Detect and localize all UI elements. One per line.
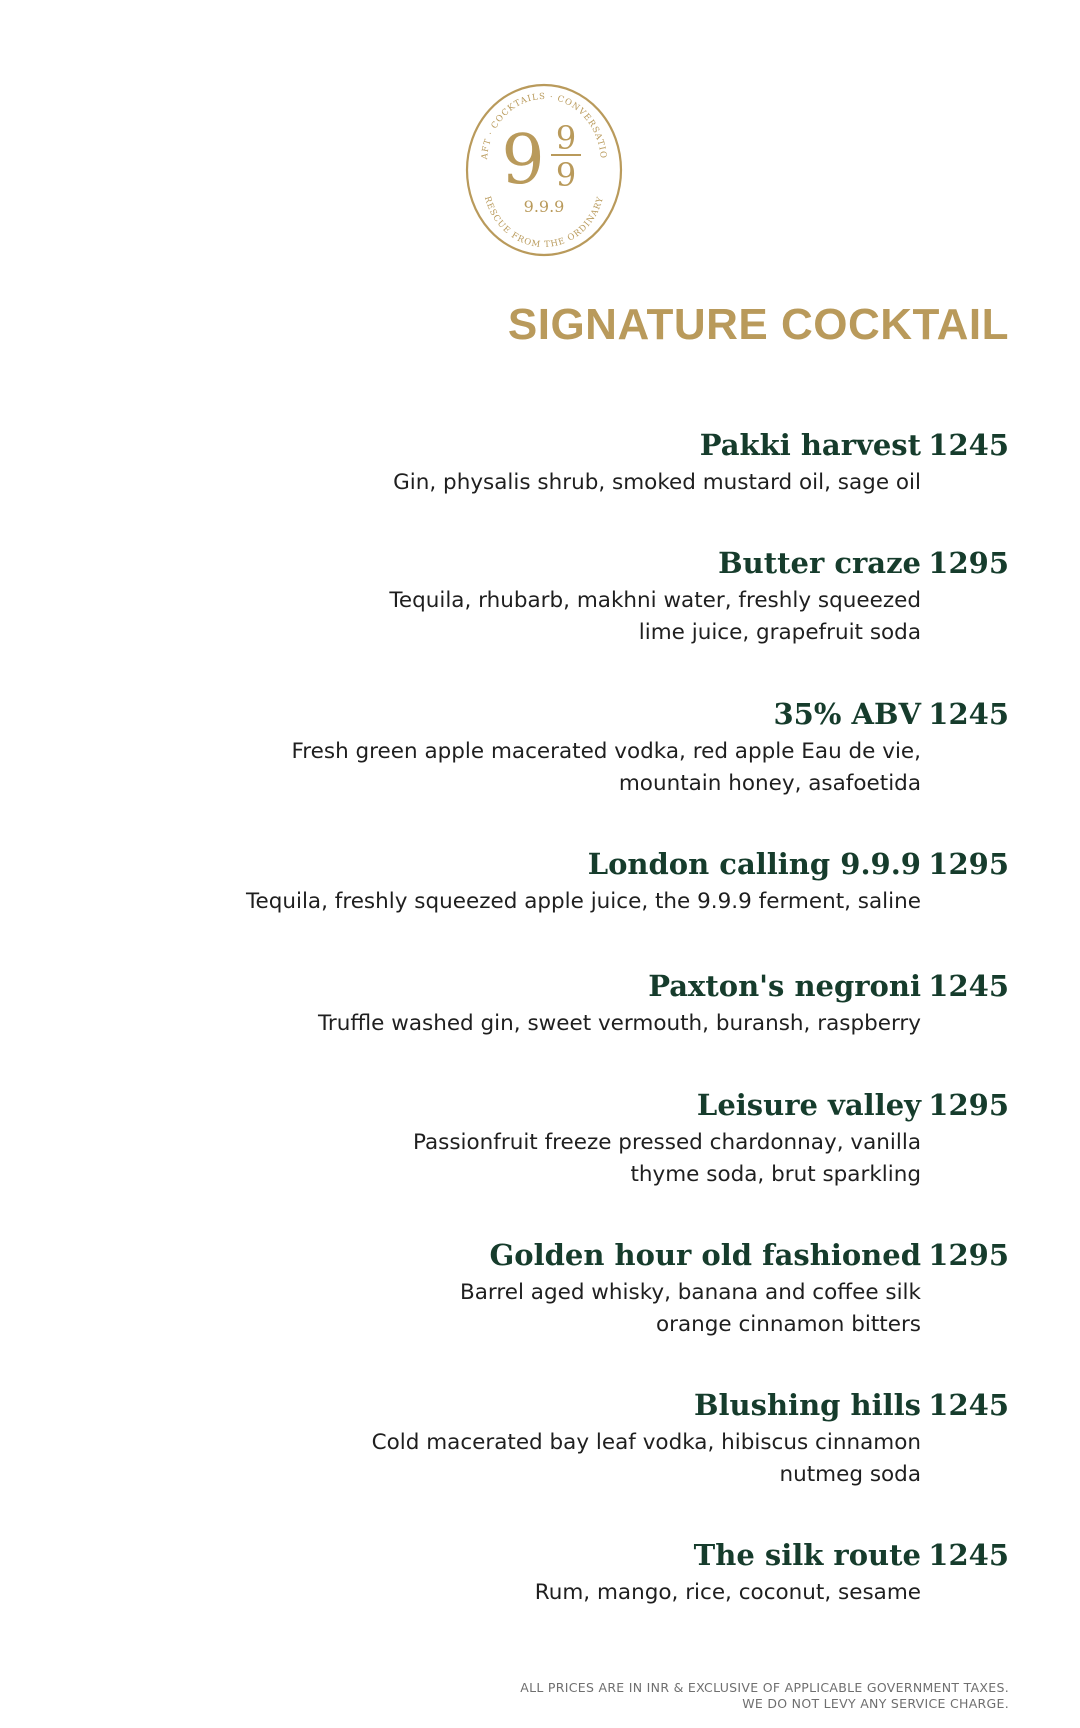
cocktail-description xyxy=(200,467,921,499)
description-line: orange cinnamon bitters xyxy=(655,1312,921,1337)
cocktail-name: Blushing hills xyxy=(694,1388,921,1422)
footer-note xyxy=(520,1680,1009,1712)
cocktail-price: 1245 xyxy=(928,1538,1009,1572)
menu-item xyxy=(200,694,1009,800)
description-line: Rum, mango, rice, coconut, sesame xyxy=(534,1580,921,1605)
menu-item-header xyxy=(200,844,1009,884)
cocktail-description xyxy=(200,1008,921,1040)
menu-item-header xyxy=(200,1235,1009,1275)
description-line: thyme soda, brut sparkling xyxy=(630,1162,921,1187)
logo-numeral-top: 9 xyxy=(555,119,577,157)
section-title: SIGNATURE COCKTAIL xyxy=(507,300,1009,349)
cocktail-price: 1245 xyxy=(928,697,1009,731)
cocktail-description xyxy=(200,736,921,800)
cocktail-price: 1245 xyxy=(928,428,1009,462)
brand-logo xyxy=(465,83,623,258)
cocktail-description xyxy=(200,585,921,649)
cocktail-name: Golden hour old fashioned xyxy=(489,1238,921,1272)
menu-item-header xyxy=(200,543,1009,583)
cocktail-price: 1245 xyxy=(928,969,1009,1003)
description-line: Barrel aged whisky, banana and coffee silk xyxy=(459,1280,921,1305)
cocktail-description xyxy=(200,886,921,918)
menu-item-header xyxy=(200,425,1009,465)
cocktail-description xyxy=(200,1577,921,1609)
menu-item xyxy=(200,1535,1009,1609)
cocktail-description xyxy=(200,1427,921,1491)
cocktail-price: 1295 xyxy=(928,847,1009,881)
description-line: lime juice, grapefruit soda xyxy=(638,620,921,645)
cocktail-price: 1245 xyxy=(928,1388,1009,1422)
menu-item xyxy=(200,543,1009,649)
description-line: Cold macerated bay leaf vodka, hibiscus cinnamon xyxy=(371,1430,921,1455)
cocktail-name: Leisure valley xyxy=(696,1088,921,1122)
menu-item xyxy=(200,1235,1009,1341)
logo-arc-top: AFT · COCKTAILS · CONVERSATIO xyxy=(480,91,608,160)
logo-arc-bottom: RESCUE FROM THE ORDINARY xyxy=(481,195,607,251)
cocktail-name: Paxton's negroni xyxy=(648,969,921,1003)
description-line: nutmeg soda xyxy=(779,1462,921,1487)
menu-item xyxy=(200,1085,1009,1191)
cocktail-name: Pakki harvest xyxy=(699,428,921,462)
logo-emblem xyxy=(465,83,623,258)
description-line: Fresh green apple macerated vodka, red apple Eau de vie, xyxy=(291,739,921,764)
description-line: Gin, physalis shrub, smoked mustard oil, sage oil xyxy=(393,470,921,495)
logo-numeral-bottom: 9 xyxy=(555,156,577,194)
cocktail-price: 1295 xyxy=(928,1238,1009,1272)
menu-item-header xyxy=(200,966,1009,1006)
menu-item xyxy=(200,844,1009,918)
cocktail-price: 1295 xyxy=(928,1088,1009,1122)
description-line: Tequila, rhubarb, makhni water, freshly squeezed xyxy=(389,588,921,613)
description-line: Tequila, freshly squeezed apple juice, the 9.9.9 ferment, saline xyxy=(245,889,921,914)
cocktail-name: Butter craze xyxy=(718,546,921,580)
description-line: mountain honey, asafoetida xyxy=(618,771,921,796)
cocktail-name: 35% ABV xyxy=(773,697,921,731)
menu-item xyxy=(200,1385,1009,1491)
cocktail-name: London calling 9.9.9 xyxy=(587,847,921,881)
footer-line: ALL PRICES ARE IN INR & EXCLUSIVE OF APPLICABLE GOVERNMENT TAXES. xyxy=(520,1680,1009,1695)
logo-numeral-big: 9 xyxy=(501,121,545,200)
description-line: Passionfruit freeze pressed chardonnay, vanilla xyxy=(412,1130,921,1155)
cocktail-name: The silk route xyxy=(693,1538,921,1572)
menu-item-header xyxy=(200,1385,1009,1425)
menu-item-header xyxy=(200,1535,1009,1575)
logo-caption: 9.9.9 xyxy=(523,197,565,216)
menu-item-header xyxy=(200,694,1009,734)
cocktail-price: 1295 xyxy=(928,546,1009,580)
cocktail-description xyxy=(200,1277,921,1341)
cocktail-description xyxy=(200,1127,921,1191)
menu-item-header xyxy=(200,1085,1009,1125)
menu-item xyxy=(200,425,1009,499)
footer-line: WE DO NOT LEVY ANY SERVICE CHARGE. xyxy=(742,1696,1009,1711)
menu-item xyxy=(200,966,1009,1040)
description-line: Truffle washed gin, sweet vermouth, buransh, raspberry xyxy=(317,1011,921,1036)
